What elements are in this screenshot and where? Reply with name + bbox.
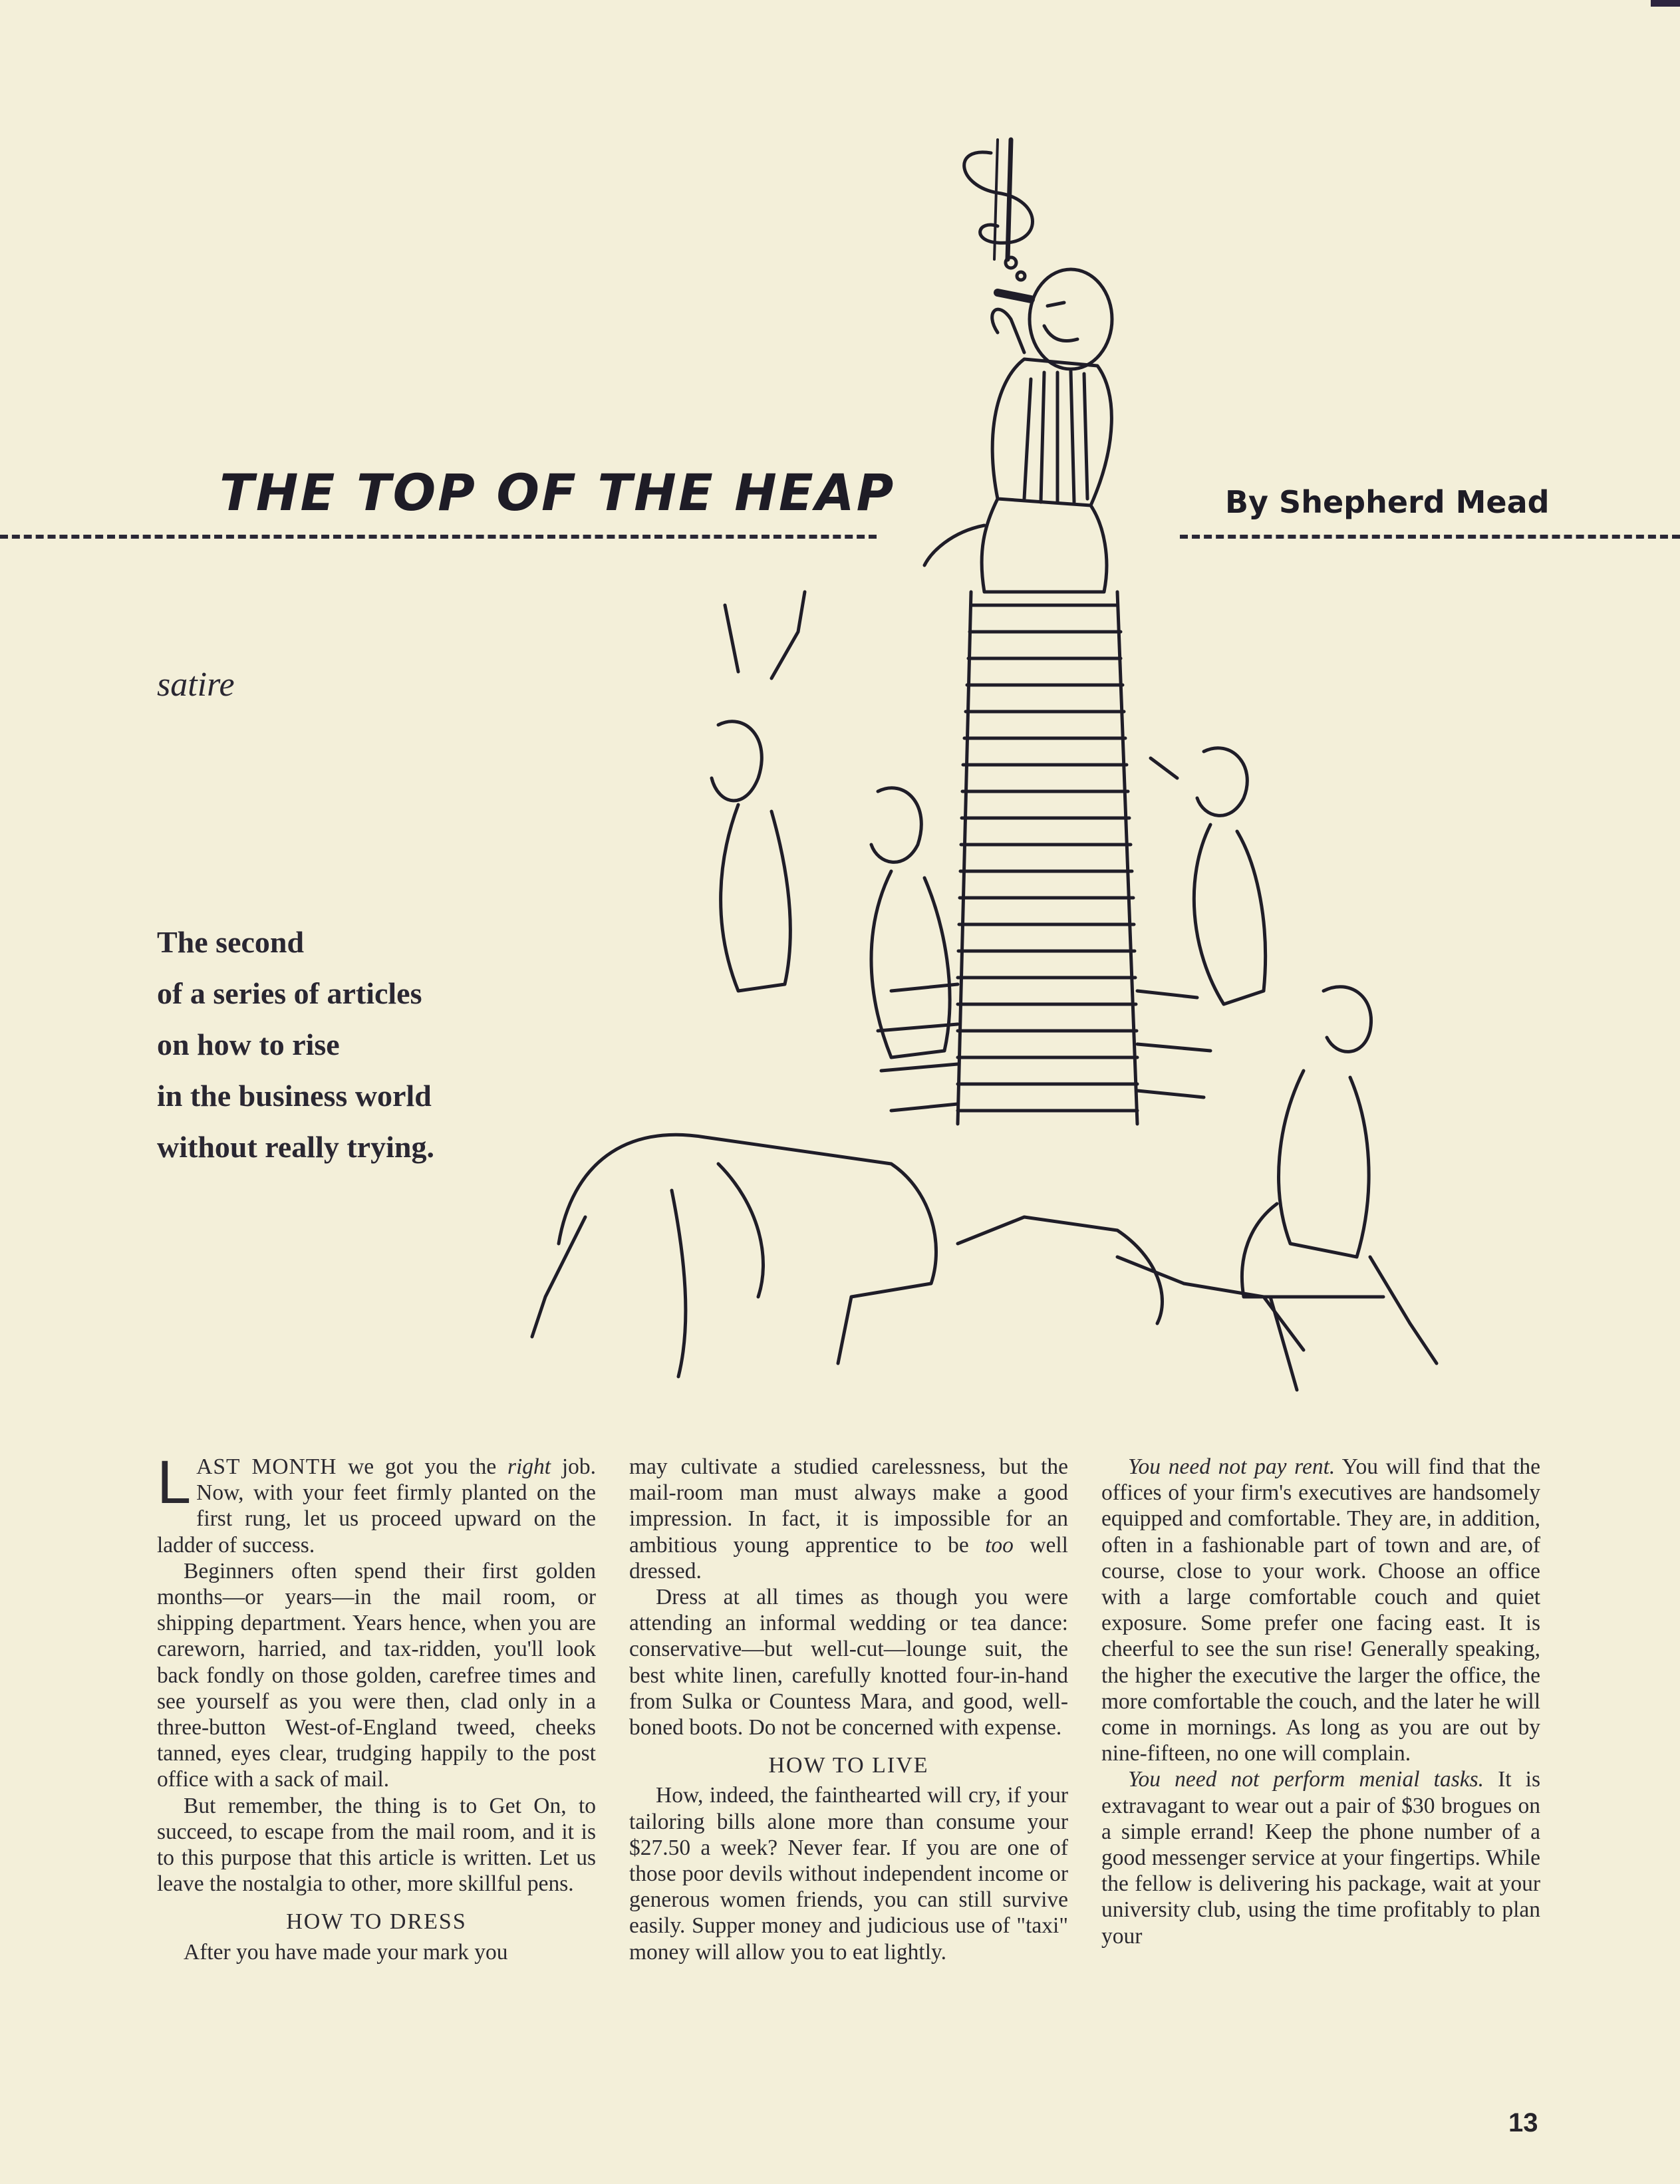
article-paragraph: But remember, the thing is to Get On, to succeed, to escape from the mail room, and it is to this purpose that this article is written. Let us leave the nostalgia to other, more skillful pens. [157, 1793, 596, 1897]
page-number: 13 [1508, 2108, 1538, 2137]
article-paragraph: may cultivate a studied carelessness, but the mail-room man must always make a good impression. In fact, it is impossible for an ambitious young apprentice to be too well dressed. [629, 1454, 1068, 1583]
article-paragraph: Beginners often spend their first golden months—or years—in the mail room, or shipping department. Years hence, when you are careworn, harried, and tax-ridden, you'll look back fondly on those golden, carefree times and see yourself as you were then, clad only in a three-button West-of-England tweed, cheeks tanned, eyes clear, trudging happily to the post office with a sack of mail. [157, 1558, 596, 1792]
article-column-2 [629, 1454, 1068, 1965]
article-column-3 [1101, 1454, 1540, 1949]
dollar-smoke-icon [964, 140, 1033, 280]
intro-line: without really trying. [157, 1130, 434, 1164]
article-paragraph: Dress at all times as though you were attending an informal wedding or tea dance: conservative—but well-cut—lounge suit, the best white linen, carefully knotted four-in-hand from Sulka or Countess Mara, and good, well-boned boots. Do not be concerned with expense. [629, 1585, 1068, 1740]
crawling-men-icon [532, 987, 1437, 1390]
intro-line: of a series of articles [157, 976, 422, 1010]
article-paragraph: You need not pay rent. You will find that the offices of your firm's executives are handsomely equipped and comfortable. They are, in addition, often in a fashionable part of town and are, of course, close to your work. Choose an office with a large comfortable couch and quiet exposure. Some prefer one facing east. It is cheerful to see the sun rise! Generally speaking, the higher the executive the larger the office, the more comfortable the couch, and the later he will come in mornings. As long as you are out by nine-fifteen, no one will complain. [1101, 1454, 1540, 1766]
genre-label: satire [157, 666, 235, 704]
article-paragraph: You need not perform menial tasks. It is extravagant to wear out a pair of $30 brogues on a simple errand! Keep the phone number of a good messenger service at your fingertips. While the fellow is delivering his package, wait at your university club, using the time profitably to plan your [1101, 1767, 1540, 1949]
article-paragraph: After you have made your mark you [184, 1939, 508, 1965]
article-column-1 [157, 1448, 596, 1965]
byline: By Shepherd Mead [1225, 484, 1550, 520]
intro-blurb [157, 916, 434, 1172]
paper-stack-icon [878, 592, 1210, 1124]
section-heading: HOW TO DRESS [286, 1909, 467, 1935]
page-title: THE TOP OF THE HEAP [219, 463, 896, 522]
cartoon-illustration-icon [519, 126, 1463, 1423]
article-paragraph: How, indeed, the fainthearted will cry, if your tailoring bills alone more than consume your $27.50 a week? Never fear. If you are one of those poor devils without independent income or generous women friends, you can still survive easily. Supper money and judicious use of "taxi" money will allow you to eat lightly. [629, 1783, 1068, 1965]
climbing-women-icon [712, 592, 1266, 1057]
intro-line: on how to rise [157, 1027, 340, 1061]
article-paragraph: LAST MONTH we got you the right job. Now, with your feet firmly planted on the first rung, let us proceed upward on the ladder of success. [157, 1448, 596, 1558]
drop-cap: L [157, 1448, 192, 1516]
intro-line: in the business world [157, 1079, 432, 1113]
intro-line: The second [157, 925, 305, 959]
section-heading: HOW TO LIVE [768, 1753, 929, 1778]
corner-mark [1651, 0, 1680, 7]
businessman-icon [924, 269, 1112, 592]
